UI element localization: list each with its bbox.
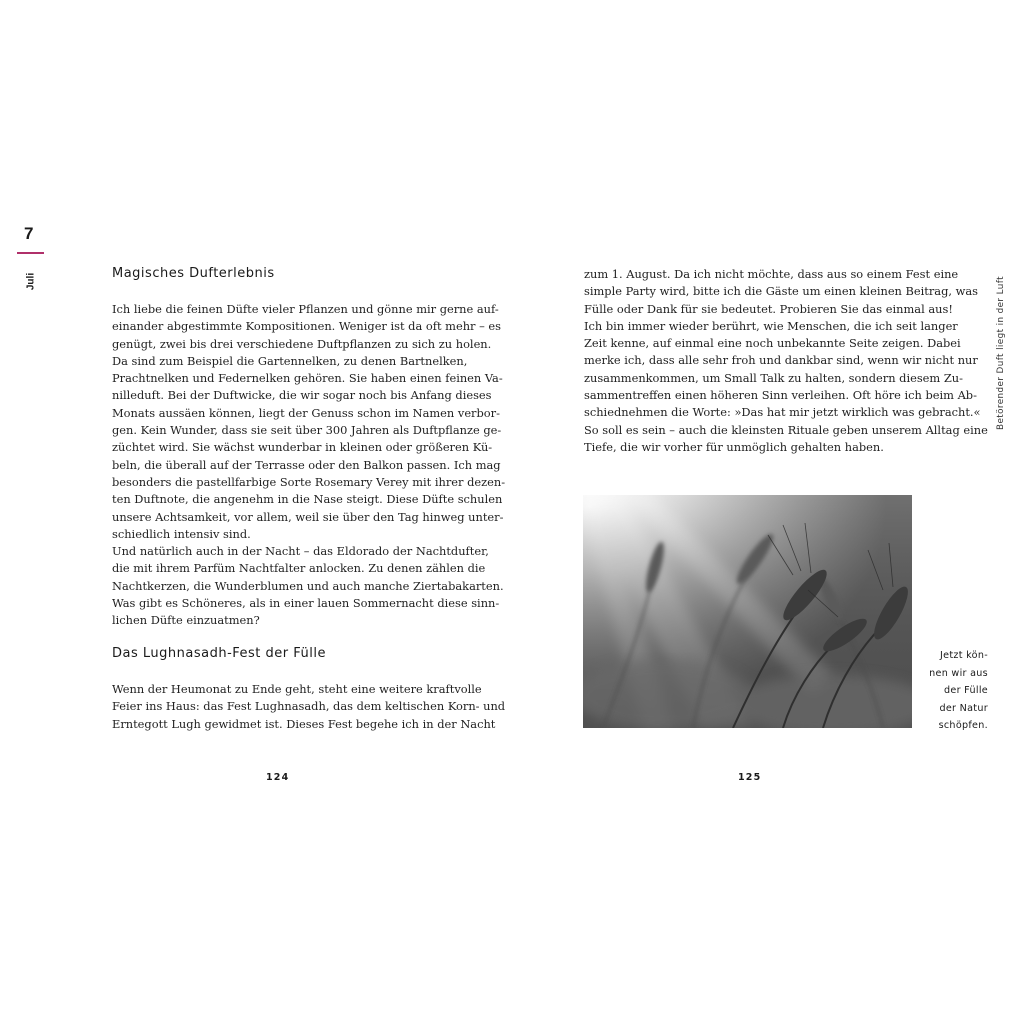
caption-line: Jetzt kön- — [940, 650, 988, 661]
caption-line: der Fülle — [944, 685, 988, 696]
text-line: besonders die pastellfarbige Sorte Rosemary Verey mit ihrer dezen- — [112, 474, 506, 489]
text-line: Was gibt es Schöneres, als in einer lauen Sommernacht diese sinn- — [112, 596, 500, 611]
text-line: simple Party wird, bitte ich die Gäste um einen kleinen Beitrag, was — [584, 284, 979, 299]
running-header-text: Betörender Duft liegt in der Luft — [996, 276, 1006, 430]
text-line: Tiefe, die wir vorher für unmöglich gehalten haben. — [584, 439, 884, 454]
text-line: beln, die überall auf der Terrasse oder den Balkon passen. Ich mag — [112, 457, 501, 472]
text-line: zum 1. August. Da ich nicht möchte, dass aus so einem Fest eine — [584, 267, 959, 281]
chapter-month-text: Juli — [25, 272, 37, 291]
text-line: einander abgestimmte Kompositionen. Weniger ist da oft mehr – es — [112, 319, 502, 334]
body-text-section2 — [112, 681, 506, 733]
body-text-right — [584, 266, 988, 456]
text-line: Zeit kenne, auf einmal eine noch unbekannte Seite zeigen. Dabei — [584, 336, 961, 351]
chapter-accent-rule — [17, 252, 44, 254]
text-line: schiednehmen die Worte: »Das hat mir jetzt wirklich was gebracht.« — [584, 405, 981, 420]
caption-line: nen wir aus — [929, 667, 988, 679]
text-line: merke ich, dass alle sehr froh und dankbar sind, wenn wir nicht nur — [584, 353, 978, 368]
section-heading-dufterlebnis: Magisches Dufterlebnis — [112, 266, 275, 281]
text-line: Prachtnelken und Federnelken gehören. Sie haben einen feinen Va- — [112, 371, 503, 386]
text-line: genügt, zwei bis drei verschiedene Duftpflanzen zu sich zu holen. — [112, 336, 492, 351]
text-line: züchtet wird. Sie wächst wunderbar in kleinen oder größeren Kü- — [112, 440, 493, 455]
text-line: ten Duftnote, die angenehm in die Nase steigt. Diese Düfte schulen — [112, 492, 503, 507]
text-line: lichen Düfte einzuatmen? — [112, 613, 260, 628]
text-line: Ich liebe die feinen Düfte vieler Pflanzen und gönne mir gerne auf- — [112, 302, 499, 316]
text-line: Nachtkerzen, die Wunderblumen und auch manche Ziertabakarten. — [112, 578, 504, 593]
text-line: zusammenkommen, um Small Talk zu halten, sondern diesem Zu- — [584, 370, 963, 385]
text-line: nilleduft. Bei der Duftwicke, die wir sogar noch bis Anfang dieses — [112, 388, 492, 403]
text-line: schiedlich intensiv sind. — [112, 526, 251, 541]
barley-image — [583, 495, 912, 728]
text-line: Wenn der Heumonat zu Ende geht, steht eine weitere kraftvolle — [112, 682, 482, 696]
text-line: Feier ins Haus: das Fest Lughnasadh, das dem keltischen Korn- und — [112, 699, 506, 714]
text-line: die mit ihrem Parfüm Nachtfalter anlocken. Zu denen zählen die — [112, 561, 486, 576]
chapter-number: 7 — [24, 224, 34, 243]
text-line: gen. Kein Wunder, dass sie seit über 300 Jahren als Duftpflanze ge- — [112, 423, 502, 438]
text-line: So soll es sein – auch die kleinsten Rituale geben unserem Alltag eine — [584, 422, 988, 437]
chapter-month-label — [24, 268, 38, 296]
text-line: Da sind zum Beispiel die Gartennelken, zu denen Bartnelken, — [112, 353, 468, 368]
text-line: sammentreffen einen höheren Sinn verleihen. Oft höre ich beim Ab- — [584, 388, 977, 403]
section-heading-lughnasadh: Das Lughnasadh-Fest der Fülle — [112, 646, 326, 661]
caption-line: der Natur — [939, 702, 988, 714]
page-number-left: 124 — [266, 772, 290, 783]
text-line: Ich bin immer wieder berührt, wie Menschen, die ich seit langer — [584, 318, 958, 333]
text-line: Erntegott Lugh gewidmet ist. Dieses Fest begehe ich in der Nacht — [112, 716, 496, 731]
body-text-section1 — [112, 301, 506, 630]
page-number-right: 125 — [738, 772, 762, 783]
photo-caption — [918, 647, 988, 735]
text-line: unsere Achtsamkeit, vor allem, weil sie über den Tag hinweg unter- — [112, 509, 504, 524]
text-line: Und natürlich auch in der Nacht – das Eldorado der Nachtdufter, — [112, 544, 489, 559]
running-header — [995, 270, 1007, 435]
barley-photo — [583, 495, 912, 728]
text-line: Monats aussäen können, liegt der Genuss schon im Namen verbor- — [112, 405, 500, 420]
text-line: Fülle oder Dank für sie bedeutet. Probieren Sie das einmal aus! — [584, 301, 953, 316]
caption-line: schöpfen. — [938, 720, 988, 731]
